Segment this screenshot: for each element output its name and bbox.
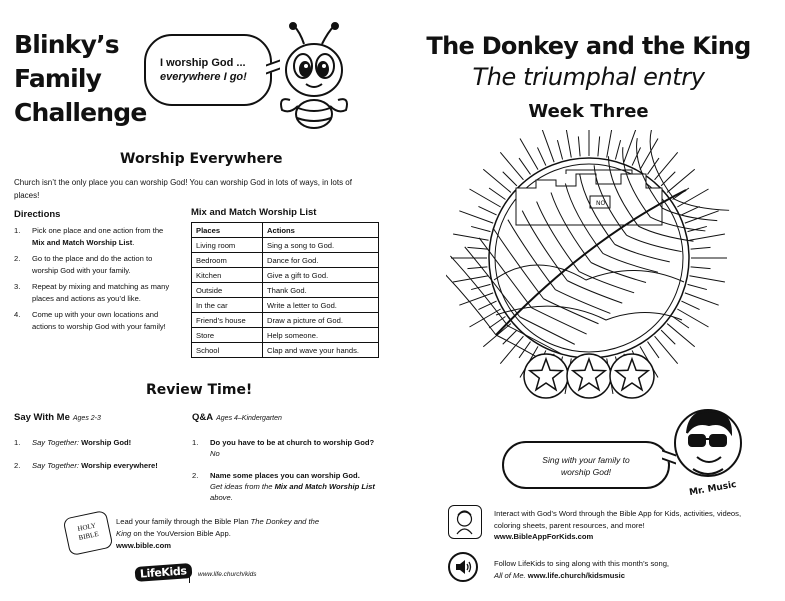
qa-title: Q&A xyxy=(192,412,214,423)
intro-paragraph: Church isn’t the only place you can worship God! You can worship God in lots of ways, in lots of places! xyxy=(14,178,352,200)
music-info-pre: Follow LifeKids to sing along with this month’s song, xyxy=(494,559,670,568)
palm-frond xyxy=(674,199,729,210)
mr-music-avatar xyxy=(673,403,743,483)
place-cell: School xyxy=(192,343,263,358)
item-text: Come up with your own locations and actions to worship God with your family! xyxy=(32,310,166,331)
sunburst-ray xyxy=(469,189,500,207)
place-cell: In the car xyxy=(192,298,263,313)
action-cell: Dance for God. xyxy=(263,253,379,268)
action-cell: Write a letter to God. xyxy=(263,298,379,313)
say-with-me-heading xyxy=(14,412,101,423)
stars-row xyxy=(524,354,654,398)
item-number: 3. xyxy=(14,282,21,291)
place-cell: Living room xyxy=(192,238,263,253)
column-header: Places xyxy=(192,223,263,238)
sunburst-ray xyxy=(667,324,695,347)
lifekids-url-link[interactable]: www.life.church/kids xyxy=(198,571,257,578)
sunburst-ray xyxy=(459,293,493,305)
bubble-line-2: everywhere I go! xyxy=(160,71,247,83)
action-cell: Sing a song to God. xyxy=(263,238,379,253)
lifekids-logo: LifeKids xyxy=(135,563,192,582)
sunburst-ray xyxy=(655,152,678,180)
item-bold: Mix and Match Worship List xyxy=(32,237,133,247)
say-with-me-ages: Ages 2-3 xyxy=(72,415,101,422)
place-cell: Store xyxy=(192,328,263,343)
item-number: 1. xyxy=(192,438,199,447)
sunburst-ray xyxy=(667,169,695,192)
title-line: Challenge xyxy=(14,98,147,127)
story-title: The Donkey and the King xyxy=(426,32,751,60)
qa-item xyxy=(192,437,378,459)
sunburst-ray xyxy=(655,336,678,364)
speaker-glyph xyxy=(450,554,476,580)
place-cell: Friend’s house xyxy=(192,313,263,328)
list-item xyxy=(14,309,174,332)
item-text: Pick one place and one action from the xyxy=(32,226,164,235)
sunburst-ray xyxy=(578,136,580,156)
place-cell: Outside xyxy=(192,283,263,298)
table-row xyxy=(192,343,379,358)
sunburst-ray xyxy=(520,138,538,169)
item-text: . xyxy=(132,237,135,247)
bible-url-link[interactable]: www.bible.com xyxy=(116,541,171,550)
music-info-text xyxy=(494,558,754,581)
sunburst-ray xyxy=(483,169,511,192)
sunburst-ray xyxy=(469,309,500,327)
table-row xyxy=(192,238,379,253)
sunburst-ray xyxy=(648,342,659,358)
section-heading-review-time: Review Time! xyxy=(146,382,253,398)
say-item xyxy=(14,437,184,448)
sunburst-ray xyxy=(681,301,699,309)
page-title xyxy=(14,28,147,130)
sunburst-ray xyxy=(500,152,523,180)
sunburst-ray xyxy=(471,226,490,231)
sunburst-ray xyxy=(500,336,523,364)
blinky-bee-illustration xyxy=(274,22,354,134)
bible-plan-name: The Donkey and the King xyxy=(116,517,320,538)
sunburst-ray xyxy=(459,211,493,223)
sing-speech-bubble xyxy=(502,441,670,489)
holy-bible-icon xyxy=(63,510,114,556)
item-text: Go to the place and do the action to worship God with your family. xyxy=(32,254,153,275)
sunburst-ray xyxy=(598,136,600,156)
qa-question: Name some places you can worship God. xyxy=(210,471,360,480)
sunburst-ray xyxy=(685,293,719,305)
sing-line-2: worship God! xyxy=(560,467,612,477)
coloring-page xyxy=(392,0,785,601)
bible-icon-text: BIBLE xyxy=(77,529,100,542)
sunburst-ray xyxy=(565,130,571,158)
sunburst-ray xyxy=(478,206,496,214)
action-cell: Give a gift to God. xyxy=(263,268,379,283)
action-cell: Draw a picture of God. xyxy=(263,313,379,328)
list-item xyxy=(14,225,174,248)
story-subtitle: The triumphal entry xyxy=(472,63,705,91)
sunburst-ray xyxy=(681,206,699,214)
sunburst-ray xyxy=(677,309,708,327)
sunburst-ray xyxy=(640,138,658,169)
place-cell: Kitchen xyxy=(192,268,263,283)
sunburst-ray xyxy=(615,140,620,159)
column-header: Actions xyxy=(263,223,379,238)
sing-line-1: Sing with your family to xyxy=(542,455,630,465)
item-number: 4. xyxy=(14,310,21,319)
sunburst-ray xyxy=(661,330,675,344)
qa-ages: Ages 4–Kindergarten xyxy=(216,415,282,422)
item-number: 1. xyxy=(14,226,21,235)
say-prefix: Say Together: xyxy=(32,461,80,470)
sunburst-ray xyxy=(467,247,487,249)
table-row xyxy=(192,328,379,343)
say-with-me-title: Say With Me xyxy=(14,412,70,423)
app-info-text xyxy=(494,508,754,543)
action-cell: Clap and wave your hands. xyxy=(263,343,379,358)
action-cell: Help someone. xyxy=(263,328,379,343)
sunburst-ray xyxy=(542,130,554,162)
section-heading-worship-everywhere: Worship Everywhere xyxy=(120,151,283,167)
mix-and-match-heading: Mix and Match Worship List xyxy=(191,207,317,218)
say-prefix: Say Together: xyxy=(32,438,80,447)
table-row xyxy=(192,298,379,313)
sunburst-ray xyxy=(489,317,505,328)
sunburst-ray xyxy=(467,267,487,269)
item-number: 2. xyxy=(14,461,21,470)
table-row xyxy=(192,268,379,283)
worship-list-table xyxy=(191,222,379,358)
sunburst-ray xyxy=(607,130,613,158)
bible-plan-text xyxy=(116,516,331,552)
item-number: 2. xyxy=(14,254,21,263)
week-label: Week Three xyxy=(528,101,649,122)
blinky-speech-bubble xyxy=(144,34,272,106)
qa-hint: Get ideas from the xyxy=(210,482,275,491)
sunburst-ray xyxy=(689,234,724,240)
qa-question: Do you have to be at church to worship God? xyxy=(210,438,375,447)
say-text: Worship God! xyxy=(81,438,132,447)
sunburst-ray xyxy=(673,317,689,328)
bible-plan-post: on the YouVersion Bible App. xyxy=(131,529,231,538)
qa-hint: above. xyxy=(210,493,233,502)
app-url-link[interactable]: www.BibleAppForKids.com xyxy=(494,532,594,541)
sunburst-ray xyxy=(688,284,707,289)
speaker-icon xyxy=(448,552,478,582)
table-row xyxy=(192,253,379,268)
song-title: All of Me. xyxy=(494,570,526,580)
footer-divider xyxy=(189,566,190,583)
sunburst-ray xyxy=(453,234,488,240)
sunburst-ray xyxy=(471,284,490,289)
sunburst-ray xyxy=(503,172,517,186)
sunburst-ray xyxy=(557,140,562,159)
app-info-description: Interact with God’s Word through the Bible App for Kids, activities, videos, coloring sheets, parent resources, and more! xyxy=(494,509,742,530)
qa-hint-bold: Mix and Match Worship List xyxy=(274,482,375,491)
sunburst-ray xyxy=(691,247,711,249)
family-challenge-page xyxy=(0,0,392,601)
bubble-line-1: I worship God ... xyxy=(160,57,246,69)
sunburst-ray xyxy=(689,276,724,282)
say-text: Worship everywhere! xyxy=(81,461,158,470)
sunburst-ray xyxy=(691,267,711,269)
directions-heading: Directions xyxy=(14,209,61,220)
sunburst-ray xyxy=(624,130,636,162)
palm-branch-coloring-illustration xyxy=(446,130,732,406)
bible-plan-pre: Lead your family through the Bible Plan xyxy=(116,517,251,526)
qa-heading xyxy=(192,412,282,423)
qa-answer: No xyxy=(210,449,220,458)
kid-character-icon xyxy=(449,506,480,537)
qa-item xyxy=(192,470,378,503)
sign-text: NO xyxy=(596,200,606,207)
say-item xyxy=(14,460,184,471)
action-cell: Thank God. xyxy=(263,283,379,298)
table-header-row xyxy=(192,223,379,238)
place-cell: Bedroom xyxy=(192,253,263,268)
item-number: 2. xyxy=(192,471,199,480)
list-item xyxy=(14,281,174,304)
mr-music-label: Mr. Music xyxy=(688,479,738,499)
sunburst-ray xyxy=(519,158,530,174)
table-row xyxy=(192,283,379,298)
list-item xyxy=(14,253,174,276)
bible-app-for-kids-icon xyxy=(448,505,482,539)
title-line: Family xyxy=(14,64,102,93)
table-row xyxy=(192,313,379,328)
bible-icon-text: HOLY xyxy=(76,521,97,533)
title-line: Blinky’s xyxy=(14,30,119,59)
music-url-link[interactable]: www.life.church/kidsmusic xyxy=(527,570,625,580)
directions-list xyxy=(14,225,174,337)
sunburst-ray xyxy=(489,188,505,199)
item-number: 1. xyxy=(14,438,21,447)
sunburst-ray xyxy=(537,147,545,165)
item-text: Repeat by mixing and matching as many places and actions as you’d like. xyxy=(32,282,170,303)
